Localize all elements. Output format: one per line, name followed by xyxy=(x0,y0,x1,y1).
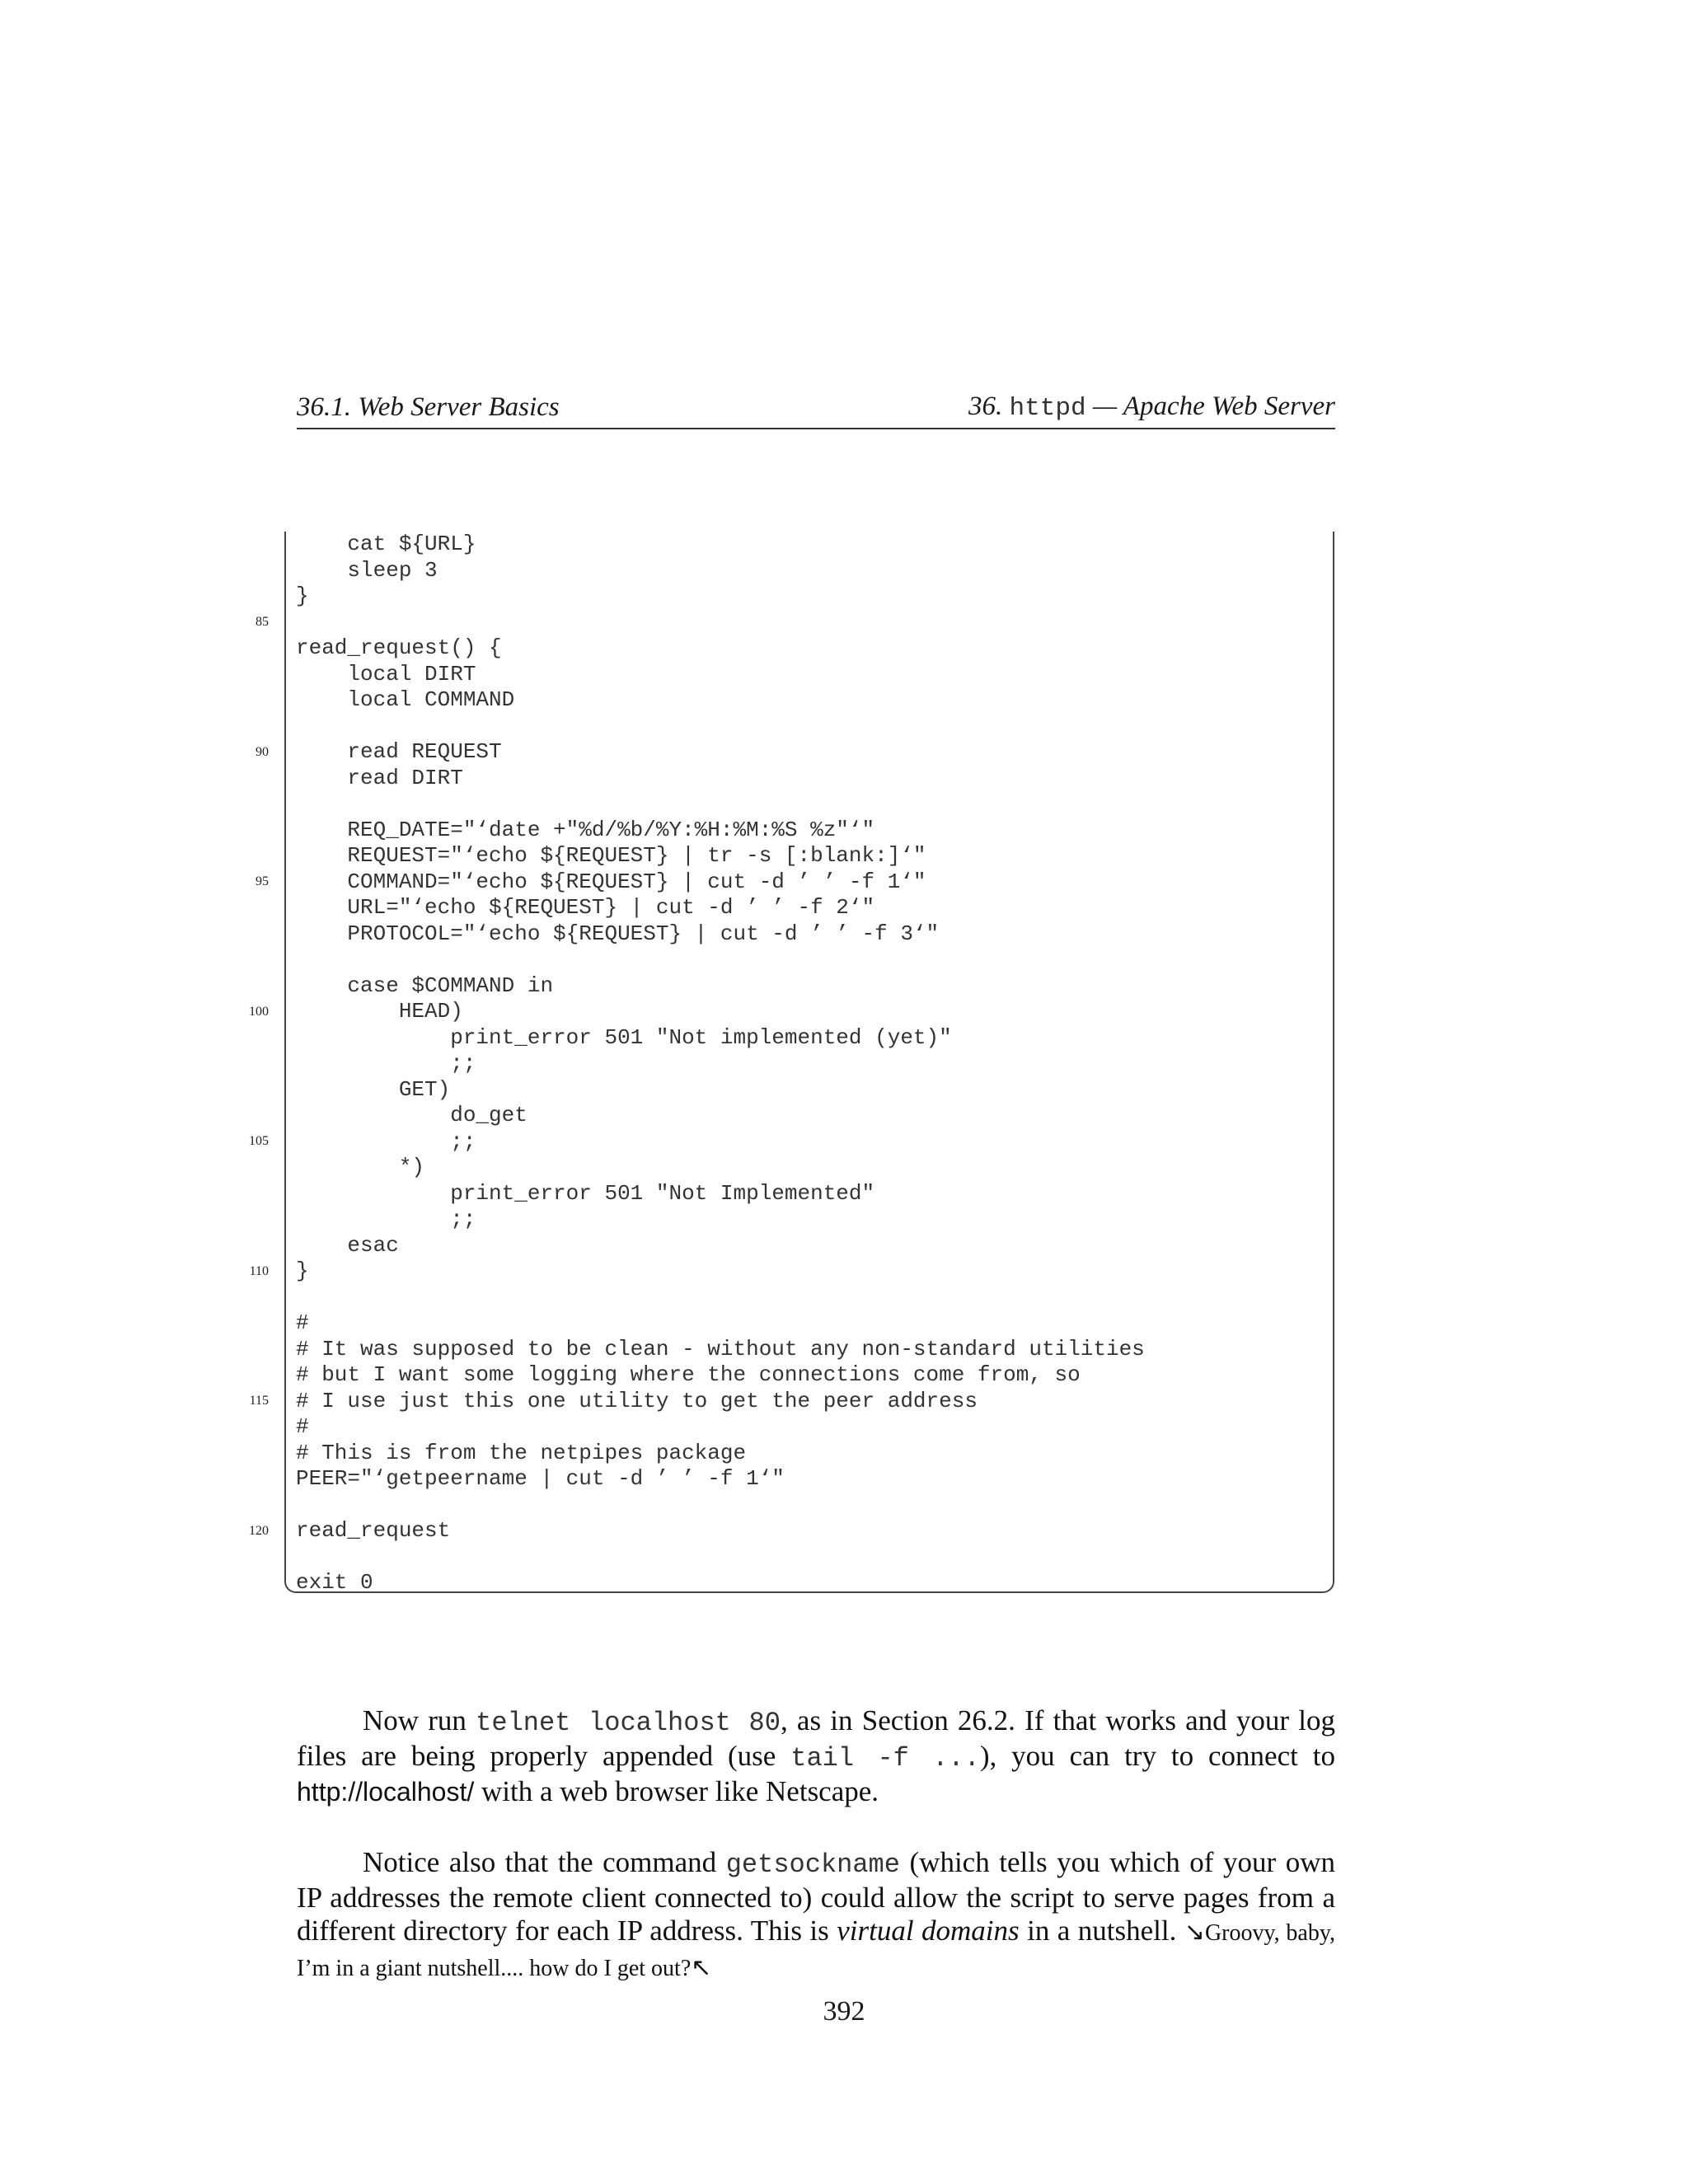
code-line: ;; xyxy=(296,1128,476,1154)
code-line: local DIRT xyxy=(296,661,476,687)
code-line xyxy=(296,791,1145,818)
code-line xyxy=(296,1493,1145,1519)
code-line: cat ${URL} xyxy=(296,532,476,556)
arrow-northwest-icon: ↖ xyxy=(691,1953,712,1982)
code-line: PROTOCOL="‘echo ${REQUEST} | cut -d ’ ’ -f 3‘" xyxy=(296,921,940,946)
code-line: ;; xyxy=(296,1207,476,1231)
code-line: exit 0 xyxy=(296,1570,373,1595)
para2-text: (which tells you which of your own IP addresses the remote client connected to) could allow the script to serve pages from a different directory for each IP address. This is xyxy=(297,1846,1335,1947)
paragraph-telnet xyxy=(297,1704,1335,1808)
code-line: esac xyxy=(296,1232,399,1258)
code-line: local COMMAND xyxy=(296,687,515,712)
code-line: PEER="‘getpeername | cut -d ’ ’ -f 1‘" xyxy=(296,1466,785,1491)
para2-text: Notice also that the command xyxy=(363,1846,726,1878)
code-line: # It was supposed to be clean - without any non-standard utilities xyxy=(296,1336,1145,1361)
para1-text: ), you can try to connect to xyxy=(979,1740,1335,1772)
line-number: 110 xyxy=(249,1264,269,1278)
header-section-title: 36.1. Web Server Basics xyxy=(297,392,560,422)
code-line: } xyxy=(296,1258,309,1283)
code-line: # I use just this one utility to get the peer address xyxy=(296,1388,978,1413)
code-line: ;; xyxy=(296,1051,476,1076)
code-line: read_request() { xyxy=(296,635,502,660)
code-line xyxy=(296,947,1145,973)
header-chapter-title xyxy=(968,391,1335,423)
virtual-domains-term: virtual domains xyxy=(837,1915,1020,1947)
line-number: 95 xyxy=(256,874,269,888)
arrow-southeast-icon: ↘ xyxy=(1184,1918,1205,1947)
telnet-command: telnet localhost 80 xyxy=(476,1708,781,1738)
code-line: print_error 501 "Not Implemented" xyxy=(296,1180,875,1206)
code-line: GET) xyxy=(296,1076,451,1102)
code-line: COMMAND="‘echo ${REQUEST} | cut -d ’ ’ -f 1‘" xyxy=(296,869,926,894)
getsockname-command: getsockname xyxy=(725,1849,900,1880)
code-line: URL="‘echo ${REQUEST} | cut -d ’ ’ -f 2‘" xyxy=(296,895,875,920)
code-line: read DIRT xyxy=(296,765,463,790)
code-listing xyxy=(284,532,1334,1593)
code-line xyxy=(296,714,1145,740)
code-line: # xyxy=(296,1310,309,1335)
code-line: case $COMMAND in xyxy=(296,972,554,998)
running-header xyxy=(297,390,1335,429)
line-number: 120 xyxy=(249,1524,269,1538)
header-chapter-number: 36. xyxy=(968,391,1010,421)
line-number: 115 xyxy=(249,1394,269,1408)
line-number: 105 xyxy=(249,1134,269,1148)
code-line: REQUEST="‘echo ${REQUEST} | tr -s [:blank:]‘" xyxy=(296,843,926,868)
code-line: REQ_DATE="‘date +"%d/%b/%Y:%H:%M:%S %z"‘" xyxy=(296,817,875,842)
code-lines xyxy=(296,532,1145,1596)
code-line xyxy=(296,1285,1145,1311)
code-line: *) xyxy=(296,1155,425,1179)
para1-text: with a web browser like Netscape. xyxy=(474,1775,879,1807)
margin-note: Groovy, baby, I’m in a giant nutshell.... how do I get out? xyxy=(297,1920,1335,1981)
code-line: # but I want some logging where the connections come from, so xyxy=(296,1362,1081,1387)
code-line: # This is from the netpipes package xyxy=(296,1440,747,1465)
tail-command: tail -f ... xyxy=(790,1743,980,1774)
header-chapter-name: — Apache Web Server xyxy=(1085,391,1335,421)
code-line: read_request xyxy=(296,1518,451,1543)
code-line: do_get xyxy=(296,1103,528,1127)
code-line: print_error 501 "Not implemented (yet)" xyxy=(296,1024,952,1050)
para2-text: in a nutshell. xyxy=(1019,1915,1184,1947)
localhost-url[interactable]: http://localhost/ xyxy=(297,1777,475,1807)
code-line: HEAD) xyxy=(296,999,463,1024)
code-line xyxy=(296,1544,1145,1571)
para1-text: , as in Section 26.2. If that works and your log files are being properly appended (use xyxy=(297,1704,1336,1772)
line-number: 90 xyxy=(256,745,269,759)
code-line: } xyxy=(296,583,309,608)
code-line: read REQUEST xyxy=(296,739,502,764)
code-line xyxy=(296,610,1145,636)
line-number: 85 xyxy=(256,615,269,629)
para1-text: Now run xyxy=(363,1704,476,1736)
header-chapter-code: httpd xyxy=(1009,394,1086,423)
code-line: # xyxy=(296,1414,309,1439)
code-line: sleep 3 xyxy=(296,557,438,583)
line-number: 100 xyxy=(249,1005,269,1019)
page-number: 392 xyxy=(823,1996,865,2027)
paragraph-virtual-domains xyxy=(297,1846,1335,1985)
